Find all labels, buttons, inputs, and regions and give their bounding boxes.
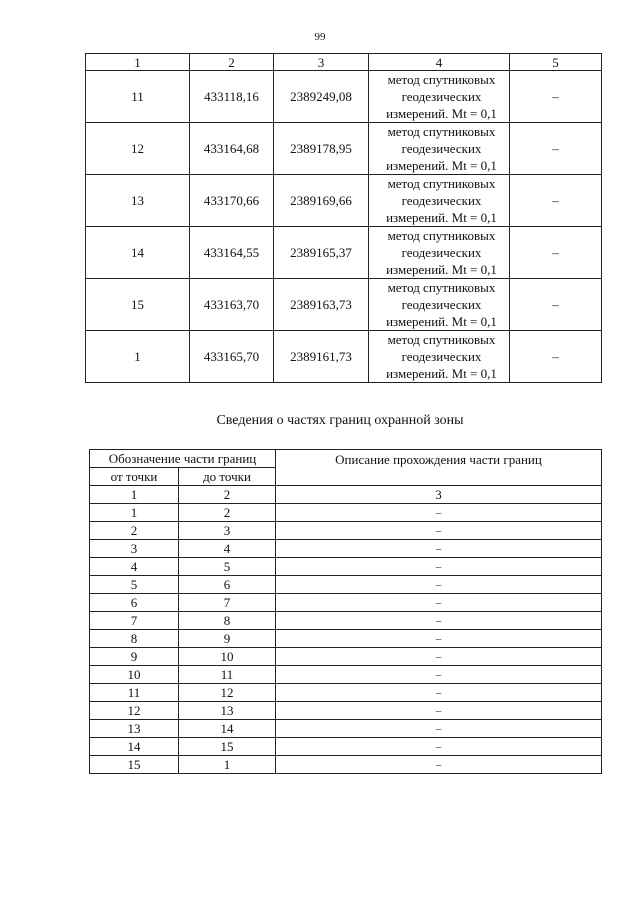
coordinates-row — [86, 279, 602, 331]
description-cell: – — [276, 612, 602, 630]
method-cell — [369, 123, 510, 175]
from-point-cell: 6 — [90, 594, 179, 612]
boundary-part-row — [90, 594, 602, 612]
from-point-cell: 4 — [90, 558, 179, 576]
to-point-cell: 11 — [179, 666, 276, 684]
description-cell: – — [276, 576, 602, 594]
boundary-part-row — [90, 738, 602, 756]
method-line: геодезических — [401, 89, 482, 104]
to-point-cell: 12 — [179, 684, 276, 702]
from-point-cell: 3 — [90, 540, 179, 558]
header-cell: 3 — [274, 54, 369, 71]
note-cell: – — [510, 331, 602, 383]
header-from-cell: от точки — [90, 468, 179, 486]
header-group-cell: Обозначение части границ — [90, 450, 276, 468]
x-coordinate-cell: 433164,55 — [190, 227, 274, 279]
method-line: геодезических — [401, 297, 482, 312]
method-cell — [369, 227, 510, 279]
to-point-cell: 9 — [179, 630, 276, 648]
header-cell: 4 — [369, 54, 510, 71]
description-cell: – — [276, 630, 602, 648]
from-point-cell: 9 — [90, 648, 179, 666]
method-line: измерений. Mt = 0,1 — [386, 158, 497, 173]
method-cell — [369, 279, 510, 331]
boundary-part-row — [90, 504, 602, 522]
y-coordinate-cell: 2389169,66 — [274, 175, 369, 227]
boundary-part-row — [90, 648, 602, 666]
boundary-part-row — [90, 702, 602, 720]
parts-colnum-row — [90, 486, 602, 504]
description-cell: – — [276, 648, 602, 666]
parts-header-row — [90, 450, 602, 468]
colnum-cell: 2 — [179, 486, 276, 504]
from-point-cell: 11 — [90, 684, 179, 702]
method-line: измерений. Mt = 0,1 — [386, 314, 497, 329]
colnum-cell: 1 — [90, 486, 179, 504]
from-point-cell: 8 — [90, 630, 179, 648]
from-point-cell: 2 — [90, 522, 179, 540]
coordinates-row — [86, 71, 602, 123]
description-cell: – — [276, 702, 602, 720]
method-line: геодезических — [401, 193, 482, 208]
note-cell: – — [510, 123, 602, 175]
description-cell: – — [276, 738, 602, 756]
method-line: метод спутниковых — [387, 332, 496, 347]
description-cell: – — [276, 504, 602, 522]
description-cell: – — [276, 558, 602, 576]
coordinates-row — [86, 123, 602, 175]
point-cell: 13 — [86, 175, 190, 227]
method-cell — [369, 175, 510, 227]
from-point-cell: 1 — [90, 504, 179, 522]
x-coordinate-cell: 433165,70 — [190, 331, 274, 383]
to-point-cell: 7 — [179, 594, 276, 612]
boundary-part-row — [90, 630, 602, 648]
x-coordinate-cell: 433163,70 — [190, 279, 274, 331]
coordinates-row — [86, 227, 602, 279]
boundary-part-row — [90, 558, 602, 576]
to-point-cell: 1 — [179, 756, 276, 774]
method-line: измерений. Mt = 0,1 — [386, 262, 497, 277]
note-cell: – — [510, 71, 602, 123]
note-cell: – — [510, 175, 602, 227]
from-point-cell: 7 — [90, 612, 179, 630]
header-cell: 1 — [86, 54, 190, 71]
method-cell — [369, 331, 510, 383]
header-to-cell: до точки — [179, 468, 276, 486]
to-point-cell: 8 — [179, 612, 276, 630]
method-line: измерений. Mt = 0,1 — [386, 210, 497, 225]
description-cell: – — [276, 594, 602, 612]
boundary-parts-table — [89, 449, 602, 774]
point-cell: 14 — [86, 227, 190, 279]
to-point-cell: 5 — [179, 558, 276, 576]
to-point-cell: 3 — [179, 522, 276, 540]
to-point-cell: 4 — [179, 540, 276, 558]
boundary-part-row — [90, 540, 602, 558]
note-cell: – — [510, 227, 602, 279]
x-coordinate-cell: 433118,16 — [190, 71, 274, 123]
boundary-part-row — [90, 612, 602, 630]
boundary-part-row — [90, 666, 602, 684]
y-coordinate-cell: 2389249,08 — [274, 71, 369, 123]
to-point-cell: 15 — [179, 738, 276, 756]
y-coordinate-cell: 2389165,37 — [274, 227, 369, 279]
point-cell: 11 — [86, 71, 190, 123]
method-line: геодезических — [401, 349, 482, 364]
from-point-cell: 15 — [90, 756, 179, 774]
from-point-cell: 13 — [90, 720, 179, 738]
from-point-cell: 5 — [90, 576, 179, 594]
from-point-cell: 12 — [90, 702, 179, 720]
header-cell: 5 — [510, 54, 602, 71]
method-line: измерений. Mt = 0,1 — [386, 106, 497, 121]
boundary-part-row — [90, 684, 602, 702]
method-line: геодезических — [401, 141, 482, 156]
coordinates-row — [86, 331, 602, 383]
coordinates-table — [85, 53, 602, 383]
method-line: метод спутниковых — [387, 228, 496, 243]
point-cell: 12 — [86, 123, 190, 175]
method-line: метод спутниковых — [387, 280, 496, 295]
page-number: 99 — [314, 31, 326, 43]
point-cell: 15 — [86, 279, 190, 331]
to-point-cell: 10 — [179, 648, 276, 666]
header-cell: 2 — [190, 54, 274, 71]
method-cell — [369, 71, 510, 123]
boundary-part-row — [90, 756, 602, 774]
description-cell: – — [276, 756, 602, 774]
to-point-cell: 14 — [179, 720, 276, 738]
method-line: геодезических — [401, 245, 482, 260]
method-line: метод спутниковых — [387, 72, 496, 87]
colnum-cell: 3 — [276, 486, 602, 504]
y-coordinate-cell: 2389161,73 — [274, 331, 369, 383]
method-line: метод спутниковых — [387, 124, 496, 139]
boundary-part-row — [90, 720, 602, 738]
coordinates-table-header-row — [86, 54, 602, 71]
section-title: Сведения о частях границ охранной зоны — [216, 413, 464, 428]
from-point-cell: 14 — [90, 738, 179, 756]
description-cell: – — [276, 720, 602, 738]
coordinates-row — [86, 175, 602, 227]
y-coordinate-cell: 2389163,73 — [274, 279, 369, 331]
x-coordinate-cell: 433170,66 — [190, 175, 274, 227]
boundary-part-row — [90, 522, 602, 540]
x-coordinate-cell: 433164,68 — [190, 123, 274, 175]
header-desc-cell: Описание прохождения части границ — [276, 450, 602, 486]
boundary-part-row — [90, 576, 602, 594]
description-cell: – — [276, 522, 602, 540]
to-point-cell: 2 — [179, 504, 276, 522]
y-coordinate-cell: 2389178,95 — [274, 123, 369, 175]
description-cell: – — [276, 684, 602, 702]
to-point-cell: 13 — [179, 702, 276, 720]
method-line: метод спутниковых — [387, 176, 496, 191]
description-cell: – — [276, 540, 602, 558]
from-point-cell: 10 — [90, 666, 179, 684]
point-cell: 1 — [86, 331, 190, 383]
to-point-cell: 6 — [179, 576, 276, 594]
note-cell: – — [510, 279, 602, 331]
description-cell: – — [276, 666, 602, 684]
method-line: измерений. Mt = 0,1 — [386, 366, 497, 381]
